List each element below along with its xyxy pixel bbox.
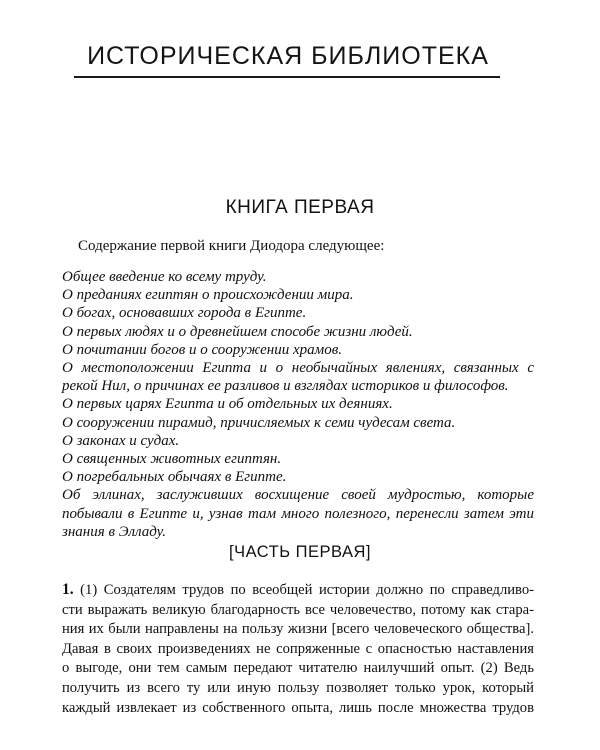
paragraph-line xyxy=(62,580,534,601)
contents-intro: Содержание первой книги Диодора следующее: xyxy=(78,238,385,254)
paragraph-number: 1. xyxy=(62,581,74,598)
contents-item: О первых царях Египта и об отдельных их деяниях. xyxy=(62,396,393,413)
contents-item: О преданиях египтян о происхождении мира. xyxy=(62,287,354,304)
contents-item: О священных животных египтян. xyxy=(62,451,282,468)
paragraph-line: получить из всего ту или иную пользу позволяет только урок, который xyxy=(62,679,534,696)
contents-item: Общее введение ко всему труду. xyxy=(62,269,267,285)
section-title: [ЧАСТЬ ПЕРВАЯ] xyxy=(229,543,371,561)
book-title: КНИГА ПЕРВАЯ xyxy=(225,197,375,218)
contents-item: О богах, основавших города в Египте. xyxy=(62,305,307,322)
body-paragraph xyxy=(62,580,534,718)
contents-item: О погребальных обычаях в Египте. xyxy=(62,469,287,486)
paragraph-line: каждый извлекает из собственного опыта, лишь после множества трудов xyxy=(62,699,534,716)
contents-item: О первых людях и о древнейшем способе жизни людей. xyxy=(62,323,413,340)
contents-item: О сооружении пирамид, причисляемых к семи чудесам света. xyxy=(62,414,456,431)
paragraph-line: сти выражать великую благодарность все человечество, потому как стара- xyxy=(62,601,534,618)
contents-item: О законах и судах. xyxy=(62,432,180,449)
paragraph-line-text: (1) Создателям трудов по всеобщей истории должно по справедливо- xyxy=(80,582,534,598)
contents-item: Об эллинах, заслуживших восхищение своей мудростью, которые побывали в Египте и, узнав там много полезного, перенесли затем эти знания в Элладу. xyxy=(62,487,534,540)
contents-list xyxy=(62,268,534,541)
running-head: ИСТОРИЧЕСКАЯ БИБЛИОТЕКА xyxy=(87,42,489,70)
contents-item: О местоположении Египта и о необычайных явлениях, связанных с рекой Нил, о причинах ее разливов и взглядах историков и философов. xyxy=(62,360,534,395)
paragraph-line: о выгоде, они тем самым передают читателю наилучший опыт. (2) Ведь xyxy=(62,660,534,677)
paragraph-line: Давая в своих произведениях не сопряженные с опасностью наставления xyxy=(62,640,534,657)
paragraph-line: ния их были направлены на пользу жизни [всего человеческого общества]. xyxy=(62,621,534,638)
header-rule xyxy=(74,76,500,78)
contents-item: О почитании богов и о сооружении храмов. xyxy=(62,341,342,358)
